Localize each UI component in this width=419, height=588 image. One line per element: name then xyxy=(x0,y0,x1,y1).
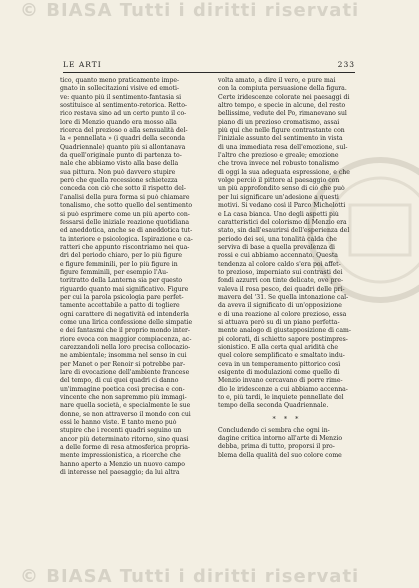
text-line: fondi azzurri con tinte delicate, ove pre- xyxy=(218,277,344,285)
text-line: conceda con ciò che sotto il rispetto del- xyxy=(60,185,186,193)
text-line: ogni carattere di negatività ed intenderla xyxy=(60,310,189,318)
text-line: un più approfondito senso di ciò che può xyxy=(218,185,345,193)
text-line: gnato in sollecitazioni visive ed emoti- xyxy=(60,85,180,93)
text-line: ed aneddotica, anche se di aneddotica tut- xyxy=(60,227,193,235)
text-line: mente impressionistica, a ricerche che xyxy=(60,452,181,460)
text-line: valeva il rosa pesco, dei quadri delle pri- xyxy=(218,285,345,293)
text-line: l'iniziale assunto del sentimento in vista xyxy=(218,135,343,143)
text-line: da quell'originale punto di partenza to- xyxy=(60,152,182,160)
text-line: volge perciò il pittore al paesaggio con xyxy=(218,177,340,185)
text-line: esigente di modulazioni come quello di xyxy=(218,369,340,377)
text-line: per Manet o per Renoir si potrebbe par- xyxy=(60,360,186,368)
text-line: quel colore semplificato e smaltato indu- xyxy=(218,352,345,360)
text-line: tempo della seconda Quadriennale. xyxy=(218,402,329,410)
text-line: e La casa bianca. Uno degli aspetti più xyxy=(218,210,339,218)
text-line: dagine critica intorno all'arte di Menzio xyxy=(218,435,343,443)
text-line: piano di un prezioso cromatismo, assai xyxy=(218,118,340,126)
text-line: tendenza al colore caldo s'era poi affet- xyxy=(218,260,341,268)
text-line: hanno aperto a Menzio un nuovo campo xyxy=(60,460,185,468)
page-number: 233 xyxy=(337,60,355,69)
text-line: però che quella recessione schietezza xyxy=(60,177,178,185)
text-line: di una immediata resa dell'emozione, sul- xyxy=(218,143,348,151)
left-column xyxy=(60,77,198,478)
text-line: sua pittura. Non può davvero stupire xyxy=(60,168,176,176)
text-line: ceva in un temperamento pittorico così xyxy=(218,360,341,368)
section-separator: * * * xyxy=(272,414,302,423)
text-line: a delle forme di resa atmosferica propria- xyxy=(60,444,190,452)
watermark-top: © BIASA Tutti i diritti riservati xyxy=(20,0,360,21)
text-line: che trova invece nel robusto tonalismo xyxy=(218,160,339,168)
text-line: mavera del '31. Se quella intonazione cal- xyxy=(218,293,349,301)
text-line: l'altro che prezioso e greale; emozione xyxy=(218,152,339,160)
header-rule xyxy=(63,72,355,73)
text-line: volta amato, a dire il vero, e pure mai xyxy=(218,77,336,84)
text-line: Concludendo ci sembra che ogni in- xyxy=(218,426,330,434)
text-line: sionistico. E alla certa qual aridità che xyxy=(218,344,338,351)
text-line: dio le iridescenze a cui abbiamo accenna- xyxy=(218,385,348,393)
text-line: periodo dei sei, una tonalità calda che xyxy=(218,235,337,243)
text-line: più qui che nelle figure contrastante con xyxy=(218,127,345,135)
text-line: rossi e cui abbiamo accennato. Questa xyxy=(218,252,338,260)
text-line: come una lirica confessione delle simpatie xyxy=(60,318,193,326)
text-line: mente analogo di giustapposizione di cam- xyxy=(218,327,351,335)
text-line: nare quella società, e specialmente le sue xyxy=(60,402,191,410)
text-line: ta interiore e psicologica. Ispirazione e ca- xyxy=(60,235,193,243)
text-line: lare di evocazione dell'ambiente francese xyxy=(60,369,190,377)
text-line: blema della qualità del suo colore come xyxy=(218,451,342,459)
text-line: vincente che non sapremmo più immagi- xyxy=(60,394,187,402)
text-line: carezzandoli nella loro precisa collocazio- xyxy=(60,344,191,351)
text-line: stupire che i recenti quadri seguino un xyxy=(60,427,182,435)
text-line: del tempo, di cui quei quadri ci danno xyxy=(60,377,179,385)
text-line: toritratto della Lanterna sia per questo xyxy=(60,277,183,285)
text-line: ricerca del prezioso o alla sensualità del- xyxy=(60,127,188,135)
text-line: si può esprimere come un più aperto con- xyxy=(60,210,190,218)
text-line: figure femminili, per esempio l'Au- xyxy=(60,268,169,276)
journal-title: LE ARTI xyxy=(63,60,102,69)
text-line: stato, sin dall'esaurirsi dell'esperienza del xyxy=(218,227,350,235)
text-line: l'analisi della pura forma si può chiamare xyxy=(60,193,190,201)
text-line: e dei fantasmi che il proprio mondo inter- xyxy=(60,327,190,335)
text-line: ratteri che appunto riscontriamo nei qua- xyxy=(60,243,190,251)
text-line: ne ambientale; insomma nel senso in cui xyxy=(60,352,187,360)
text-line: dri del periodo chiaro, per lo più figure xyxy=(60,252,182,260)
text-line: con la compiuta persuasione della figura. xyxy=(218,85,347,93)
text-line: to e, più tardi, le inquiete pennellate del xyxy=(218,394,344,402)
text-line: da aveva il significato di un'opposizione xyxy=(218,302,342,310)
text-line: tamente accettabile a patto di togliere xyxy=(60,302,180,310)
right-column xyxy=(218,77,356,460)
text-line: motivi. Si vedano così il Parco Michelotti xyxy=(218,202,346,210)
text-line: debba, prima di tutto, proporsi il pro- xyxy=(218,443,335,451)
text-line: essi le hanno viste. E tanto meno può xyxy=(60,419,177,427)
text-line: tonalismo, che sotto quello del sentimento xyxy=(60,202,193,210)
text-line: caratteristici del colorismo di Menzio era xyxy=(218,218,347,226)
text-line: per cui la parola psicologia pare perfet- xyxy=(60,293,184,301)
text-line: nale che abbiamo visto alla base della xyxy=(60,160,179,168)
text-line: bellissime, vedute del Po, rimanevano sul xyxy=(218,110,347,118)
text-line: e di una reazione al colore prezioso, essa xyxy=(218,310,347,318)
text-line: riore evoca con maggior compiacenza, ac- xyxy=(60,335,192,343)
text-line: lore di Menzio quando era mosso alla xyxy=(60,118,177,126)
text-line: e figure femminili, per lo più figure in xyxy=(60,260,178,268)
text-line: Certe iridescenze colorate nei paesaggi di xyxy=(218,93,350,101)
text-line: di oggi la sua adeguata espressione, e che xyxy=(218,168,350,176)
text-line: to prezioso, imperniato sui contrasti dei xyxy=(218,268,343,276)
text-line: altro tempo, e specie in alcune, del resto xyxy=(218,102,346,110)
text-line: Quadriennale) quanto più si allontanava xyxy=(60,143,186,151)
text-line: ancor più determinato ritorno, sino quasi xyxy=(60,435,189,443)
text-line: di interesse nel paesaggio; da lui altra xyxy=(60,469,180,477)
text-line: rico restava sino ad un certo punto il co- xyxy=(60,110,187,118)
text-line: tico, quanto meno praticamente impe- xyxy=(60,77,180,84)
text-line: donne, se non attraverso il mondo con cui xyxy=(60,410,191,418)
text-line: serviva di base a quella prevalenza di xyxy=(218,243,336,251)
text-line: sostituisce al sentimento-retorica. Retto- xyxy=(60,102,187,110)
text-line: pi colorati, di schietto sapore postimpres- xyxy=(218,335,348,343)
text-line: fessarsi delle iniziale reazione quotidiana xyxy=(60,218,190,226)
text-line: un'immagine poetica così precisa e con- xyxy=(60,385,185,393)
text-line: Menzio invano cercavano di porre rime- xyxy=(218,377,343,385)
watermark-bottom: © BIASA Tutti i diritti riservati xyxy=(20,566,360,587)
text-line: si attuava però su di un piano perfetta- xyxy=(218,318,340,326)
text-line: ve: quanto più il sentimento-fantasia si xyxy=(60,93,182,101)
text-line: per lui significare un'adesione a questi xyxy=(218,193,339,201)
text-line: riguardo quanto mai significativo. Figure xyxy=(60,285,189,293)
text-line: la « pennellata » (i quadri della seconda xyxy=(60,135,185,143)
